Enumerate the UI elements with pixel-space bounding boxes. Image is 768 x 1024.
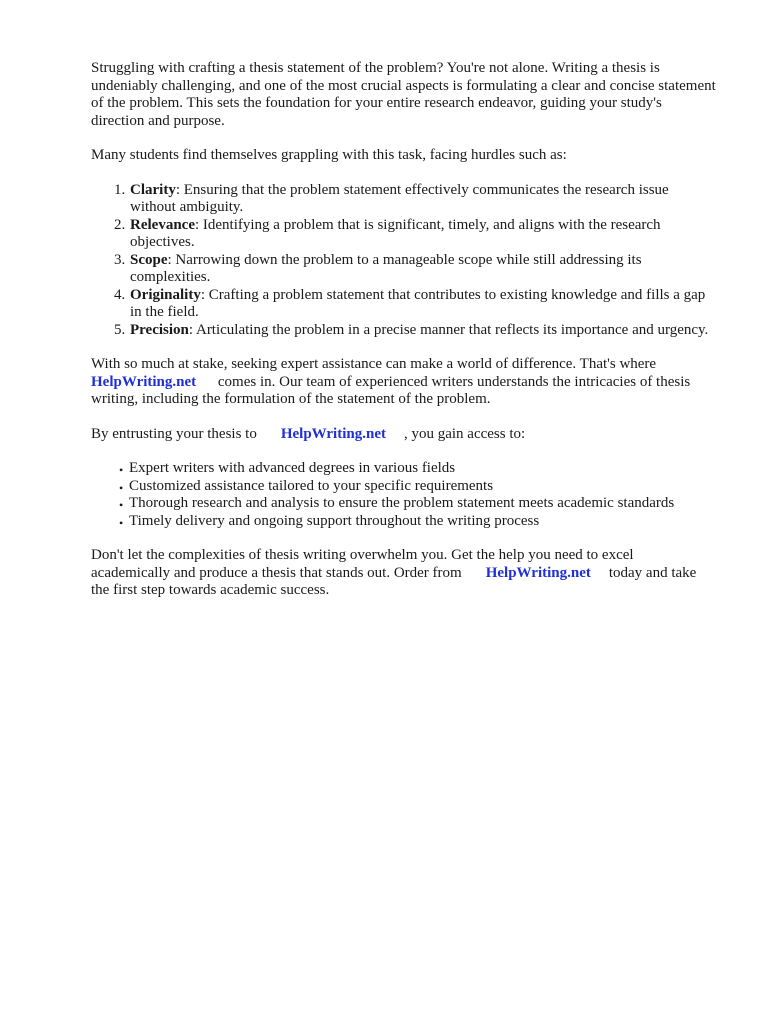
- benefit-text: Thorough research and analysis to ensure the problem statement meets academic standards: [129, 495, 675, 511]
- bullet-icon: •: [119, 498, 124, 512]
- document-page: [91, 60, 716, 617]
- challenge-text: : Crafting a problem statement that contributes to existing knowledge and fills a gap in the field.: [130, 286, 706, 320]
- challenge-term: Precision: [130, 321, 189, 338]
- challenge-term: Clarity: [130, 181, 176, 198]
- list-item: [119, 460, 716, 478]
- challenges-list: [91, 182, 716, 340]
- challenges-intro: Many students find themselves grappling with this task, facing hurdles such as:: [91, 147, 567, 163]
- assist-text-before: With so much at stake, seeking expert assistance can make a world of difference. That's where: [91, 356, 657, 372]
- list-item: [129, 287, 716, 322]
- closing-text-before: Don't let the complexities of thesis writing overwhelm you. Get the help you need to excel academically and produce a thesis that stands out. Order from: [91, 547, 634, 581]
- challenge-text: : Identifying a problem that is significant, timely, and aligns with the research objectives.: [130, 216, 661, 250]
- entrust-text-after: , you gain access to:: [403, 425, 526, 442]
- helpwriting-link[interactable]: HelpWriting.net: [91, 373, 197, 390]
- challenge-text: : Narrowing down the problem to a manageable scope while still addressing its complexities.: [130, 251, 642, 285]
- challenge-term: Originality: [130, 286, 201, 303]
- entrust-paragraph: [91, 426, 716, 444]
- benefit-text: Customized assistance tailored to your specific requirements: [129, 477, 494, 494]
- entrust-text-before: By entrusting your thesis to: [91, 425, 257, 442]
- list-item: [129, 217, 716, 252]
- helpwriting-link[interactable]: HelpWriting.net: [280, 425, 386, 442]
- list-item: [129, 322, 716, 340]
- benefits-list: [91, 460, 716, 530]
- intro-paragraph: Struggling with crafting a thesis statement of the problem? You're not alone. Writing a thesis is undeniably challenging, and one of the most crucial aspects is formulating a clear and concise statement of the problem. This sets the foundation for your entire research endeavor, guiding your study's direction and purpose.: [91, 60, 716, 129]
- closing-text-after: today and take the first step towards academic success.: [91, 564, 697, 598]
- list-item: [119, 512, 716, 531]
- challenge-text: : Ensuring that the problem statement effectively communicates the research issue without ambiguity.: [130, 181, 669, 215]
- closing-paragraph: [91, 547, 716, 600]
- list-item: [119, 495, 716, 513]
- benefit-text: Timely delivery and ongoing support throughout the writing process: [129, 512, 540, 529]
- helpwriting-link[interactable]: HelpWriting.net: [485, 564, 591, 581]
- assist-text-after: comes in. Our team of experienced writers understands the intricacies of thesis writing, including the formulation of the statement of the problem.: [91, 373, 691, 407]
- assist-paragraph: [91, 356, 716, 409]
- bullet-icon: •: [119, 480, 124, 495]
- list-item: [119, 477, 716, 496]
- challenge-text: : Articulating the problem in a precise manner that reflects its importance and urgency.: [188, 321, 709, 338]
- bullet-icon: •: [119, 463, 124, 477]
- list-item: [129, 252, 716, 287]
- list-item: [129, 182, 716, 217]
- bullet-icon: •: [119, 515, 124, 530]
- challenge-term: Scope: [130, 251, 168, 268]
- benefit-text: Expert writers with advanced degrees in various fields: [129, 460, 456, 476]
- challenge-term: Relevance: [130, 216, 195, 233]
